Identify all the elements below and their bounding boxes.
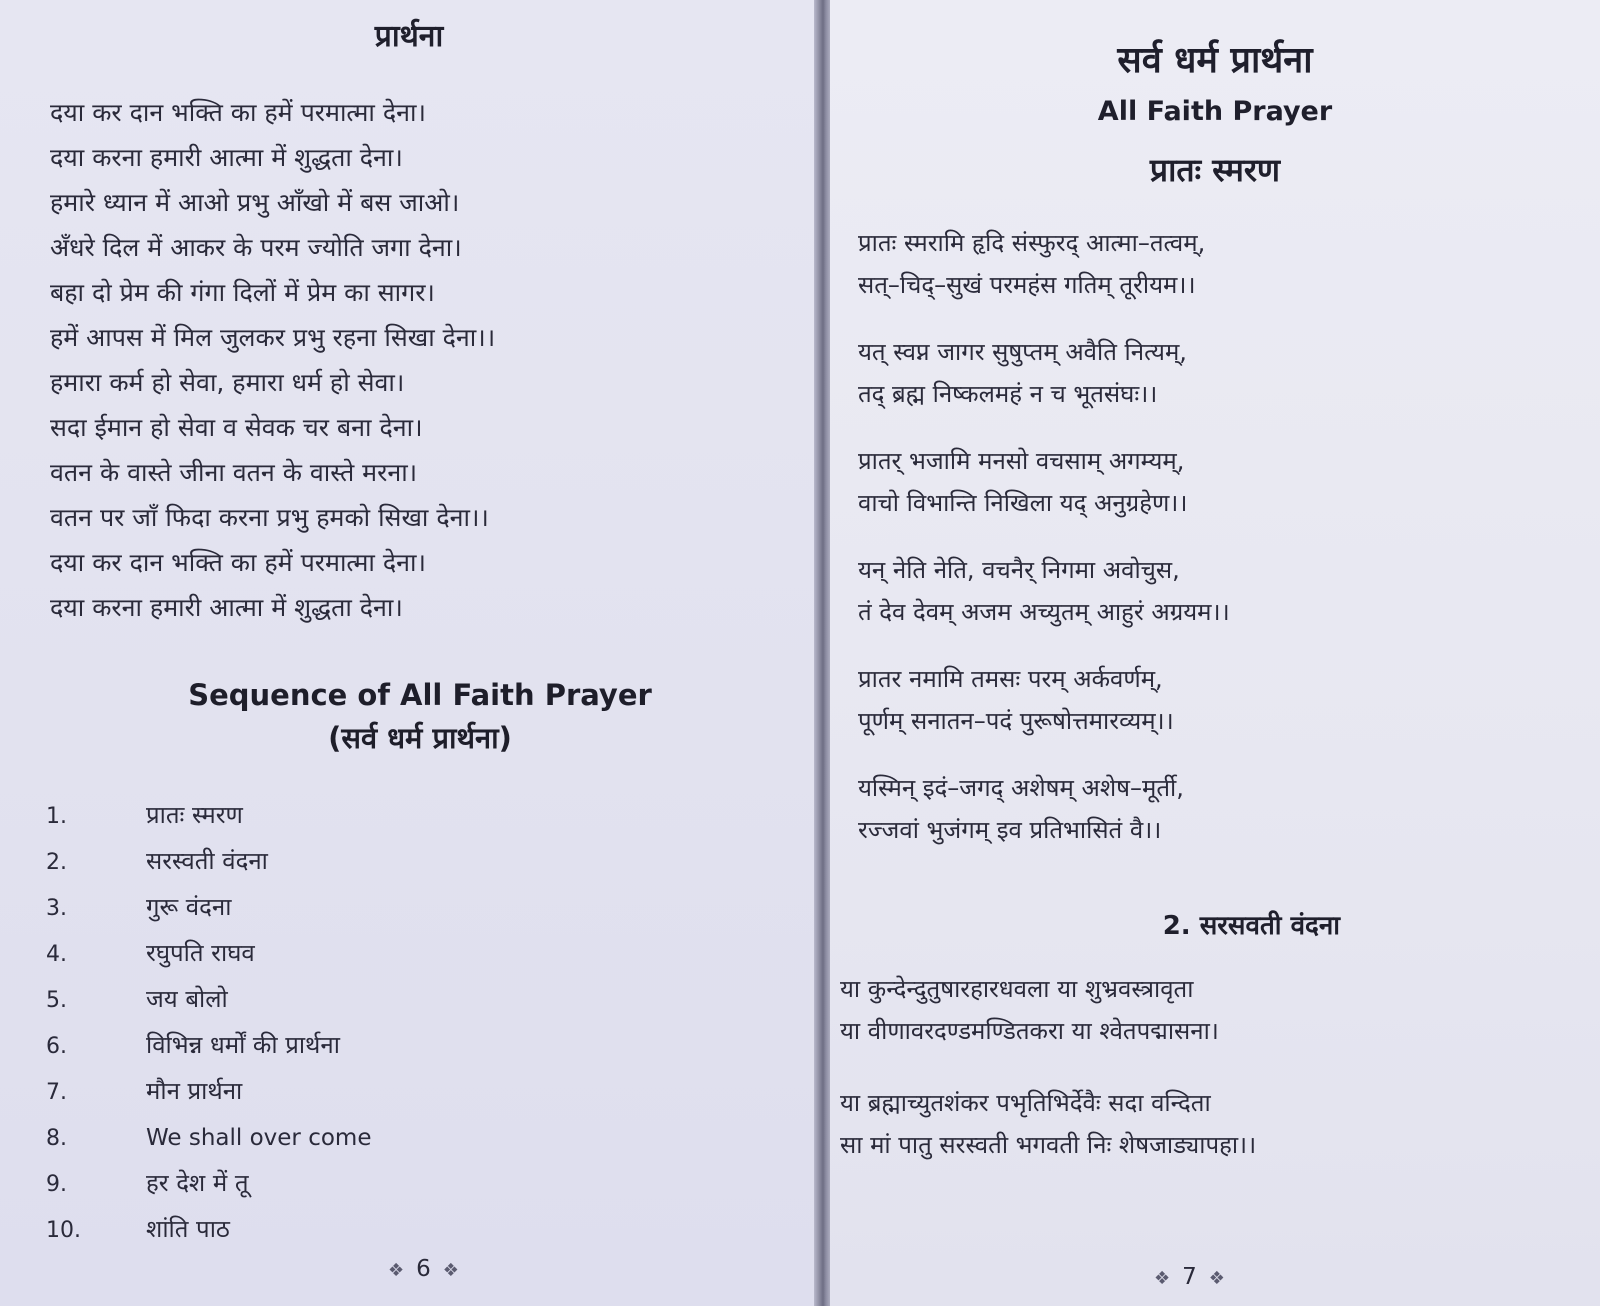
stanza xyxy=(840,968,1219,1052)
verse-line: दया कर दान भक्ति का हमें परमात्मा देना। xyxy=(50,98,426,127)
stanza-line: यस्मिन् इदं–जगद् अशेषम् अशेष–मूर्ती, xyxy=(858,774,1184,802)
stanza-line: या वीणावरदण्डमण्डितकरा या श्वेतपद्मासना। xyxy=(840,1017,1219,1045)
right-page-subtitle: All Faith Prayer xyxy=(1097,96,1333,127)
section-heading-pratah-smaran: प्रातः स्मरण xyxy=(1149,151,1281,189)
stanza xyxy=(858,658,1174,742)
stanza-line: प्रातर् भजामि मनसो वचसाम् अगम्यम्, xyxy=(858,447,1185,475)
stanza-line: रज्जवां भुजंगम् इव प्रतिभासितं वै।। xyxy=(858,816,1162,844)
item-number: 10. xyxy=(46,1218,81,1243)
verse-line: दया करना हमारी आत्मा में शुद्धता देना। xyxy=(50,593,403,622)
list-item xyxy=(46,930,371,976)
ornament-icon: ❖ xyxy=(1208,1268,1225,1289)
list-item xyxy=(46,792,371,838)
stanza-line: वाचो विभान्ति निखिला यद् अनुग्रहेण।। xyxy=(858,489,1188,517)
item-number: 8. xyxy=(46,1126,67,1151)
item-number: 9. xyxy=(46,1172,67,1197)
page-number: 6 xyxy=(416,1256,431,1282)
stanza-line: प्रातः स्मरामि हृदि संस्फुरद् आत्मा–तत्वम्, xyxy=(858,229,1206,257)
left-page-number xyxy=(376,1256,471,1282)
item-number: 1. xyxy=(46,804,67,829)
verse-line: वतन पर जाँ फिदा करना प्रभु हमको सिखा देना।। xyxy=(50,503,489,532)
right-page-number xyxy=(1142,1264,1237,1290)
stanza-line: सा मां पातु सरस्वती भगवती निः शेषजाड्यापहा।। xyxy=(840,1131,1257,1159)
verse-line: हमारे ध्यान में आओ प्रभु आँखो में बस जाओ। xyxy=(50,188,460,217)
stanza-line: या ब्रह्माच्युतशंकर पभृतिभिर्देवैः सदा वन्दिता xyxy=(840,1089,1211,1117)
list-item xyxy=(46,838,371,884)
item-number: 5. xyxy=(46,988,67,1013)
right-page-title: सर्व धर्म प्रार्थना xyxy=(1117,40,1313,81)
item-text: विभिन्न धर्मों की प्रार्थना xyxy=(146,1031,340,1059)
stanza-line: प्रातर नमामि तमसः परम् अर्कवर्णम्, xyxy=(858,665,1163,693)
stanza-line: यत् स्वप्न जागर सुषुप्तम् अवैति नित्यम्, xyxy=(858,338,1187,366)
item-text: गुरू वंदना xyxy=(146,893,232,921)
stanza-line: या कुन्देन्दुतुषारहारधवला या शुभ्रवस्त्रावृता xyxy=(840,975,1194,1003)
ornament-icon: ❖ xyxy=(388,1260,405,1281)
item-text: सरस्वती वंदना xyxy=(146,847,268,875)
prayer-verses xyxy=(50,90,495,630)
stanza xyxy=(858,440,1187,524)
list-item xyxy=(46,1160,371,1206)
list-item xyxy=(46,976,371,1022)
verse-line: दया कर दान भक्ति का हमें परमात्मा देना। xyxy=(50,548,426,577)
verse-line: दया करना हमारी आत्मा में शुद्धता देना। xyxy=(50,143,403,172)
item-text: हर देश में तू xyxy=(146,1169,249,1197)
stanza xyxy=(858,767,1184,851)
left-page-title: प्रार्थना xyxy=(374,19,444,54)
verse-line: सदा ईमान हो सेवा व सेवक चर बना देना। xyxy=(50,413,423,442)
item-number: 4. xyxy=(46,942,67,967)
section-heading-saraswati-vandana: 2. सरसवती वंदना xyxy=(1162,911,1340,941)
stanza-line: सत्–चिद्–सुखं परमहंस गतिम् तूरीयम।। xyxy=(858,271,1196,299)
list-item xyxy=(46,1114,371,1160)
verse-line: बहा दो प्रेम की गंगा दिलों में प्रेम का सागर। xyxy=(50,278,435,307)
list-item xyxy=(46,884,371,930)
sequence-subheading: (सर्व धर्म प्रार्थना) xyxy=(328,721,512,755)
item-text: शांति पाठ xyxy=(146,1215,230,1243)
list-item xyxy=(46,1022,371,1068)
stanza-line: तद् ब्रह्म निष्कलमहं न च भूतसंघः।। xyxy=(858,380,1158,408)
item-text: रघुपति राघव xyxy=(146,939,255,967)
stanza-line: यन् नेति नेति, वचनैर् निगमा अवोचुस, xyxy=(858,556,1180,584)
item-text: We shall over come xyxy=(146,1125,372,1151)
item-text: मौन प्रार्थना xyxy=(146,1077,243,1105)
list-item xyxy=(46,1068,371,1114)
page-number: 7 xyxy=(1182,1264,1197,1290)
verse-line: वतन के वास्ते जीना वतन के वास्ते मरना। xyxy=(50,458,418,487)
sequence-heading: Sequence of All Faith Prayer xyxy=(188,678,652,712)
item-number: 6. xyxy=(46,1034,67,1059)
sequence-list xyxy=(46,792,371,1252)
stanza-line: तं देव देवम् अजम अच्युतम् आहुरं अग्रयम।। xyxy=(858,598,1230,626)
list-item xyxy=(46,1206,371,1252)
item-number: 3. xyxy=(46,896,67,921)
stanza xyxy=(858,331,1187,415)
stanza xyxy=(840,1082,1256,1166)
stanza-line: पूर्णम् सनातन–पदं पुरूषोत्तमारव्यम्।। xyxy=(858,707,1174,735)
verse-line: हमें आपस में मिल जुलकर प्रभु रहना सिखा देना।। xyxy=(50,323,496,352)
verse-line: अँधरे दिल में आकर के परम ज्योति जगा देना। xyxy=(50,233,462,262)
ornament-icon: ❖ xyxy=(1154,1268,1171,1289)
ornament-icon: ❖ xyxy=(442,1260,459,1281)
stanza xyxy=(858,222,1205,306)
stanza xyxy=(858,549,1230,633)
item-text: जय बोलो xyxy=(146,985,228,1013)
item-text: प्रातः स्मरण xyxy=(146,801,243,829)
item-number: 7. xyxy=(46,1080,67,1105)
item-number: 2. xyxy=(46,850,67,875)
verse-line: हमारा कर्म हो सेवा, हमारा धर्म हो सेवा। xyxy=(50,368,405,397)
